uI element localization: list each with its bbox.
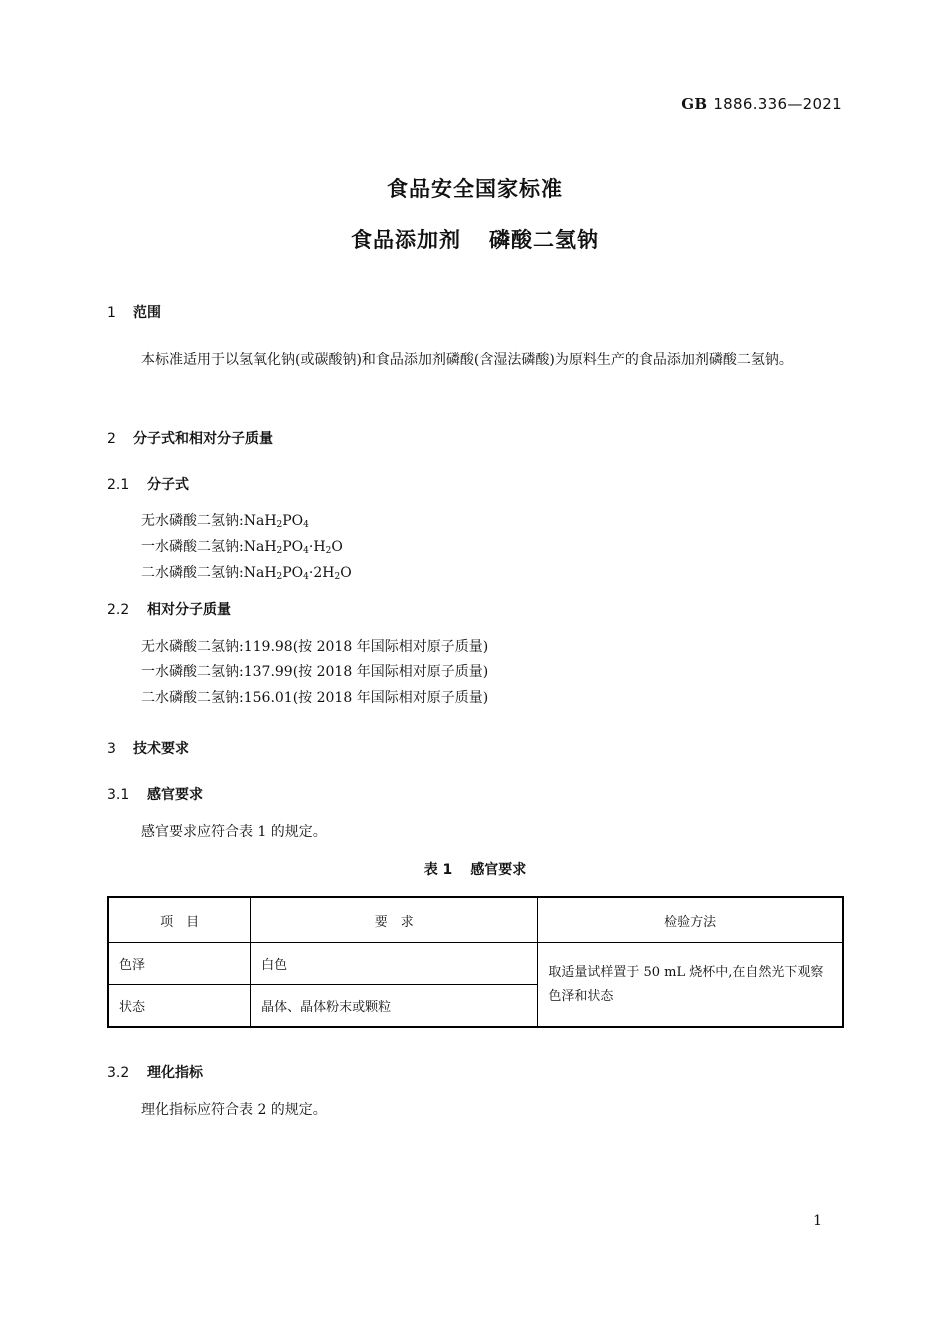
cell-requirement: 晶体、晶体粉末或颗粒 bbox=[251, 985, 538, 1028]
cell-item: 状态 bbox=[108, 985, 251, 1028]
section-1-body: 本标准适用于以氢氧化钠(或碳酸钠)和食品添加剂磷酸(含湿法磷酸)为原料生产的食品添加剂磷酸二氢钠。 bbox=[141, 352, 793, 368]
table-header-row bbox=[108, 897, 843, 943]
section-2-1-heading: 2.1 分子式 bbox=[107, 477, 189, 493]
doc-title-part-b: 磷酸二氢钠 bbox=[489, 228, 599, 252]
section-3-2-heading: 3.2 理化指标 bbox=[107, 1065, 203, 1081]
col-header-item: 项 目 bbox=[108, 897, 251, 943]
section-3-1-body: 感官要求应符合表 1 的规定。 bbox=[141, 824, 327, 840]
standard-code-prefix: GB bbox=[681, 95, 708, 113]
doc-title-line1: 食品安全国家标准 bbox=[387, 177, 563, 201]
doc-title-line2 bbox=[0, 224, 950, 254]
col-header-method: 检验方法 bbox=[538, 897, 843, 943]
section-1-heading: 1 范围 bbox=[107, 305, 161, 321]
formula-dihydrate: 二水磷酸二氢钠$:NaH_2PO_4\cdot 2H_2O$ bbox=[141, 565, 352, 582]
mass-monohydrate: 一水磷酸二氢钠:137.99(按 2018 年国际相对原子质量) bbox=[141, 664, 489, 680]
standard-code-number: 1886.336—2021 bbox=[713, 95, 842, 113]
section-3-heading: 3 技术要求 bbox=[107, 741, 189, 757]
section-2-heading: 2 分子式和相对分子质量 bbox=[107, 431, 273, 447]
standard-code bbox=[681, 95, 842, 113]
mass-dihydrate: 二水磷酸二氢钠:156.01(按 2018 年国际相对原子质量) bbox=[141, 690, 489, 706]
mass-anhydrous: 无水磷酸二氢钠:119.98(按 2018 年国际相对原子质量) bbox=[141, 639, 489, 655]
section-3-1-heading: 3.1 感官要求 bbox=[107, 787, 203, 803]
section-2-2-heading: 2.2 相对分子质量 bbox=[107, 602, 231, 618]
doc-title-part-a: 食品添加剂 bbox=[351, 228, 461, 252]
page-number: 1 bbox=[813, 1213, 822, 1229]
formula-anhydrous: 无水磷酸二氢钠$:NaH_2PO_4$ bbox=[141, 513, 309, 530]
cell-requirement: 白色 bbox=[251, 943, 538, 985]
col-header-requirement: 要 求 bbox=[251, 897, 538, 943]
table-row bbox=[108, 943, 843, 985]
cell-method: 取适量试样置于 50 mL 烧杯中,在自然光下观察色泽和状态 bbox=[538, 943, 843, 1028]
section-3-2-body: 理化指标应符合表 2 的规定。 bbox=[141, 1102, 327, 1118]
cell-item: 色泽 bbox=[108, 943, 251, 985]
sensory-requirements-table bbox=[107, 896, 844, 1028]
formula-monohydrate: 一水磷酸二氢钠$:NaH_2PO_4\cdot H_2O$ bbox=[141, 539, 343, 556]
table-1-caption: 表 1 感官要求 bbox=[423, 862, 527, 878]
